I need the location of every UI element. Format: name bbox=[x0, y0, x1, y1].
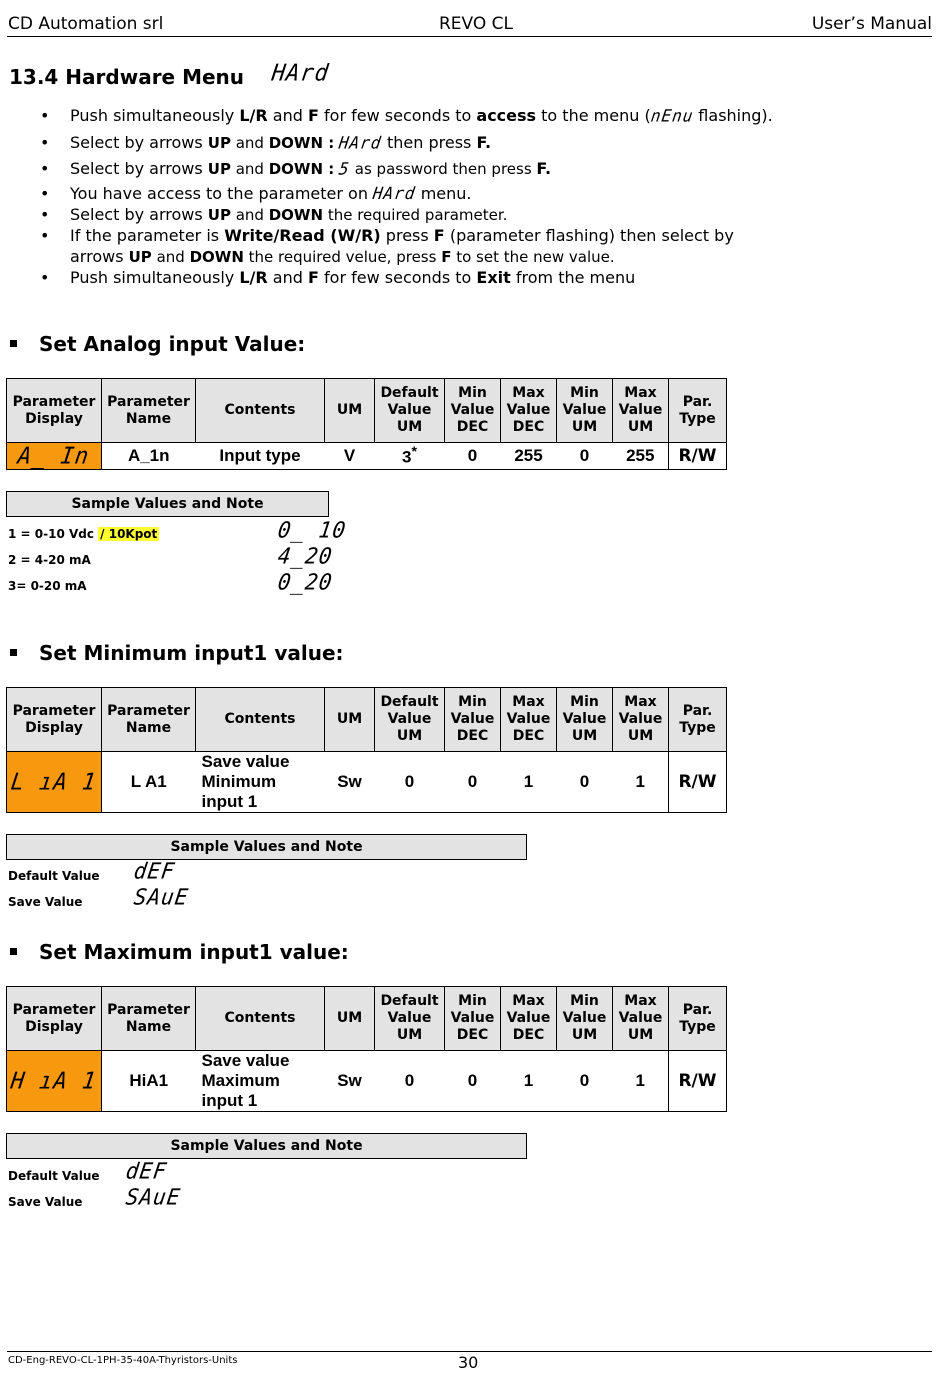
table-header-row bbox=[7, 379, 727, 443]
sample-display: SAuE bbox=[124, 1184, 183, 1210]
table-header-row bbox=[7, 688, 727, 752]
max-dec-cell: 1 bbox=[501, 1051, 557, 1112]
par-type-cell: R/W bbox=[669, 752, 727, 813]
min-um-cell: 0 bbox=[557, 1051, 613, 1112]
param-name-cell: HiA1 bbox=[102, 1051, 196, 1112]
um-cell: Sw bbox=[325, 752, 375, 813]
col-param-display: Parameter Display bbox=[7, 987, 102, 1051]
col-default: Default Value UM bbox=[375, 688, 445, 752]
sample-label: 2 = 4-20 mA bbox=[8, 553, 91, 567]
header-company: CD Automation srl bbox=[8, 14, 164, 34]
page-number: 30 bbox=[458, 1353, 479, 1372]
hard-display-code: HArd bbox=[338, 132, 384, 153]
sample-label: Save Value bbox=[8, 1195, 83, 1209]
header-rule bbox=[7, 36, 932, 37]
contents-cell: Input type bbox=[196, 443, 325, 470]
default-cell: 0 bbox=[375, 752, 445, 813]
sample-values-header: Sample Values and Note bbox=[6, 1133, 527, 1159]
col-contents: Contents bbox=[196, 987, 325, 1051]
param-display-cell: H ıA 1 bbox=[7, 1051, 102, 1112]
sample-values-header: Sample Values and Note bbox=[6, 491, 329, 517]
col-min-um: Min Value UM bbox=[557, 987, 613, 1051]
default-cell: 0 bbox=[375, 1051, 445, 1112]
sample-display: SAuE bbox=[132, 884, 191, 910]
sample-label: Save Value bbox=[8, 895, 83, 909]
instruction-item: • If the parameter is Write/Read (W/R) press F (parameter flashing) then select by arrows UP and DOWN the required velue, press F to set the new value. bbox=[40, 225, 920, 267]
contents-cell: Save value Maximum input 1 bbox=[196, 1051, 325, 1112]
col-par-type: Par. Type bbox=[669, 688, 727, 752]
contents-cell: Save value Minimum input 1 bbox=[196, 752, 325, 813]
col-param-name: Parameter Name bbox=[102, 688, 196, 752]
table-row bbox=[7, 752, 727, 813]
sample-label: Default Value bbox=[8, 1169, 100, 1183]
col-contents: Contents bbox=[196, 688, 325, 752]
col-max-dec: Max Value DEC bbox=[501, 379, 557, 443]
instruction-item: • Push simultaneously L/R and F for few seconds to access to the menu (nEnu flashing). bbox=[40, 104, 920, 130]
col-par-type: Par. Type bbox=[669, 987, 727, 1051]
col-default: Default Value UM bbox=[375, 379, 445, 443]
col-default: Default Value UM bbox=[375, 987, 445, 1051]
col-min-dec: Min Value DEC bbox=[445, 379, 501, 443]
sample-display: 4_20 bbox=[276, 543, 335, 569]
section-title: 13.4 Hardware Menu bbox=[9, 65, 245, 89]
col-min-um: Min Value UM bbox=[557, 688, 613, 752]
param-name-cell: L A1 bbox=[102, 752, 196, 813]
col-param-name: Parameter Name bbox=[102, 379, 196, 443]
col-max-dec: Max Value DEC bbox=[501, 987, 557, 1051]
min-dec-cell: 0 bbox=[445, 752, 501, 813]
sample-label: Default Value bbox=[8, 869, 100, 883]
hard-display-code: HArd bbox=[371, 183, 418, 204]
sample-display: dEF bbox=[124, 1158, 169, 1184]
col-um: UM bbox=[325, 688, 375, 752]
col-min-dec: Min Value DEC bbox=[445, 688, 501, 752]
instruction-item: • Push simultaneously L/R and F for few seconds to Exit from the menu bbox=[40, 267, 920, 288]
par-type-cell: R/W bbox=[669, 443, 727, 470]
min-um-cell: 0 bbox=[557, 752, 613, 813]
instruction-item: • You have access to the parameter on HArd menu. bbox=[40, 182, 920, 204]
col-max-dec: Max Value DEC bbox=[501, 688, 557, 752]
col-min-um: Min Value UM bbox=[557, 379, 613, 443]
col-max-um: Max Value UM bbox=[613, 987, 669, 1051]
sample-display: dEF bbox=[132, 858, 177, 884]
um-cell: Sw bbox=[325, 1051, 375, 1112]
min-dec-cell: 0 bbox=[445, 1051, 501, 1112]
subsection-title: Set Minimum input1 value: bbox=[10, 641, 344, 665]
default-cell: 3* bbox=[375, 443, 445, 470]
parameter-table-min-input1 bbox=[6, 687, 727, 813]
sample-label: 3= 0-20 mA bbox=[8, 579, 87, 593]
par-type-cell: R/W bbox=[669, 1051, 727, 1112]
col-max-um: Max Value UM bbox=[613, 379, 669, 443]
max-um-cell: 1 bbox=[613, 752, 669, 813]
col-min-dec: Min Value DEC bbox=[445, 987, 501, 1051]
section-display-code: HArd bbox=[270, 60, 331, 87]
col-param-display: Parameter Display bbox=[7, 379, 102, 443]
footer-rule bbox=[7, 1351, 932, 1352]
col-um: UM bbox=[325, 987, 375, 1051]
col-max-um: Max Value UM bbox=[613, 688, 669, 752]
max-um-cell: 255 bbox=[613, 443, 669, 470]
sample-display: 0_20 bbox=[276, 569, 335, 595]
min-dec-cell: 0 bbox=[445, 443, 501, 470]
password-display-code: 5 bbox=[338, 158, 352, 179]
parameter-table-max-input1 bbox=[6, 986, 727, 1112]
header-doc-type: User’s Manual bbox=[811, 14, 932, 34]
col-param-display: Parameter Display bbox=[7, 688, 102, 752]
sample-display: 0_ 10 bbox=[276, 517, 348, 543]
menu-display-code: nEnu bbox=[649, 105, 695, 126]
instruction-item: • Select by arrows UP and DOWN : 5 as password then press F. bbox=[40, 156, 920, 182]
sample-values-header: Sample Values and Note bbox=[6, 834, 527, 860]
table-row bbox=[7, 443, 727, 470]
instruction-item: • Select by arrows UP and DOWN : HArd then press F. bbox=[40, 130, 920, 156]
sample-label: 1 = 0-10 Vdc / 10Kpot bbox=[8, 527, 158, 541]
footer-doc-code: CD-Eng-REVO-CL-1PH-35-40A-Thyristors-Units bbox=[8, 1355, 238, 1366]
col-um: UM bbox=[325, 379, 375, 443]
max-dec-cell: 255 bbox=[501, 443, 557, 470]
param-name-cell: A_1n bbox=[102, 443, 196, 470]
col-param-name: Parameter Name bbox=[102, 987, 196, 1051]
table-header-row bbox=[7, 987, 727, 1051]
instruction-list bbox=[40, 104, 920, 288]
subsection-title: Set Analog input Value: bbox=[10, 332, 305, 356]
param-display-cell: A_ In bbox=[7, 443, 102, 470]
subsection-title: Set Maximum input1 value: bbox=[10, 940, 349, 964]
parameter-table-analog-input bbox=[6, 378, 727, 470]
col-contents: Contents bbox=[196, 379, 325, 443]
sample-note-highlight: / 10Kpot bbox=[100, 527, 158, 541]
max-dec-cell: 1 bbox=[501, 752, 557, 813]
header-product: REVO CL bbox=[439, 14, 514, 34]
min-um-cell: 0 bbox=[557, 443, 613, 470]
instruction-item: • Select by arrows UP and DOWN the required parameter. bbox=[40, 204, 920, 225]
col-par-type: Par. Type bbox=[669, 379, 727, 443]
param-display-cell: L ıA 1 bbox=[7, 752, 102, 813]
table-row bbox=[7, 1051, 727, 1112]
max-um-cell: 1 bbox=[613, 1051, 669, 1112]
um-cell: V bbox=[325, 443, 375, 470]
